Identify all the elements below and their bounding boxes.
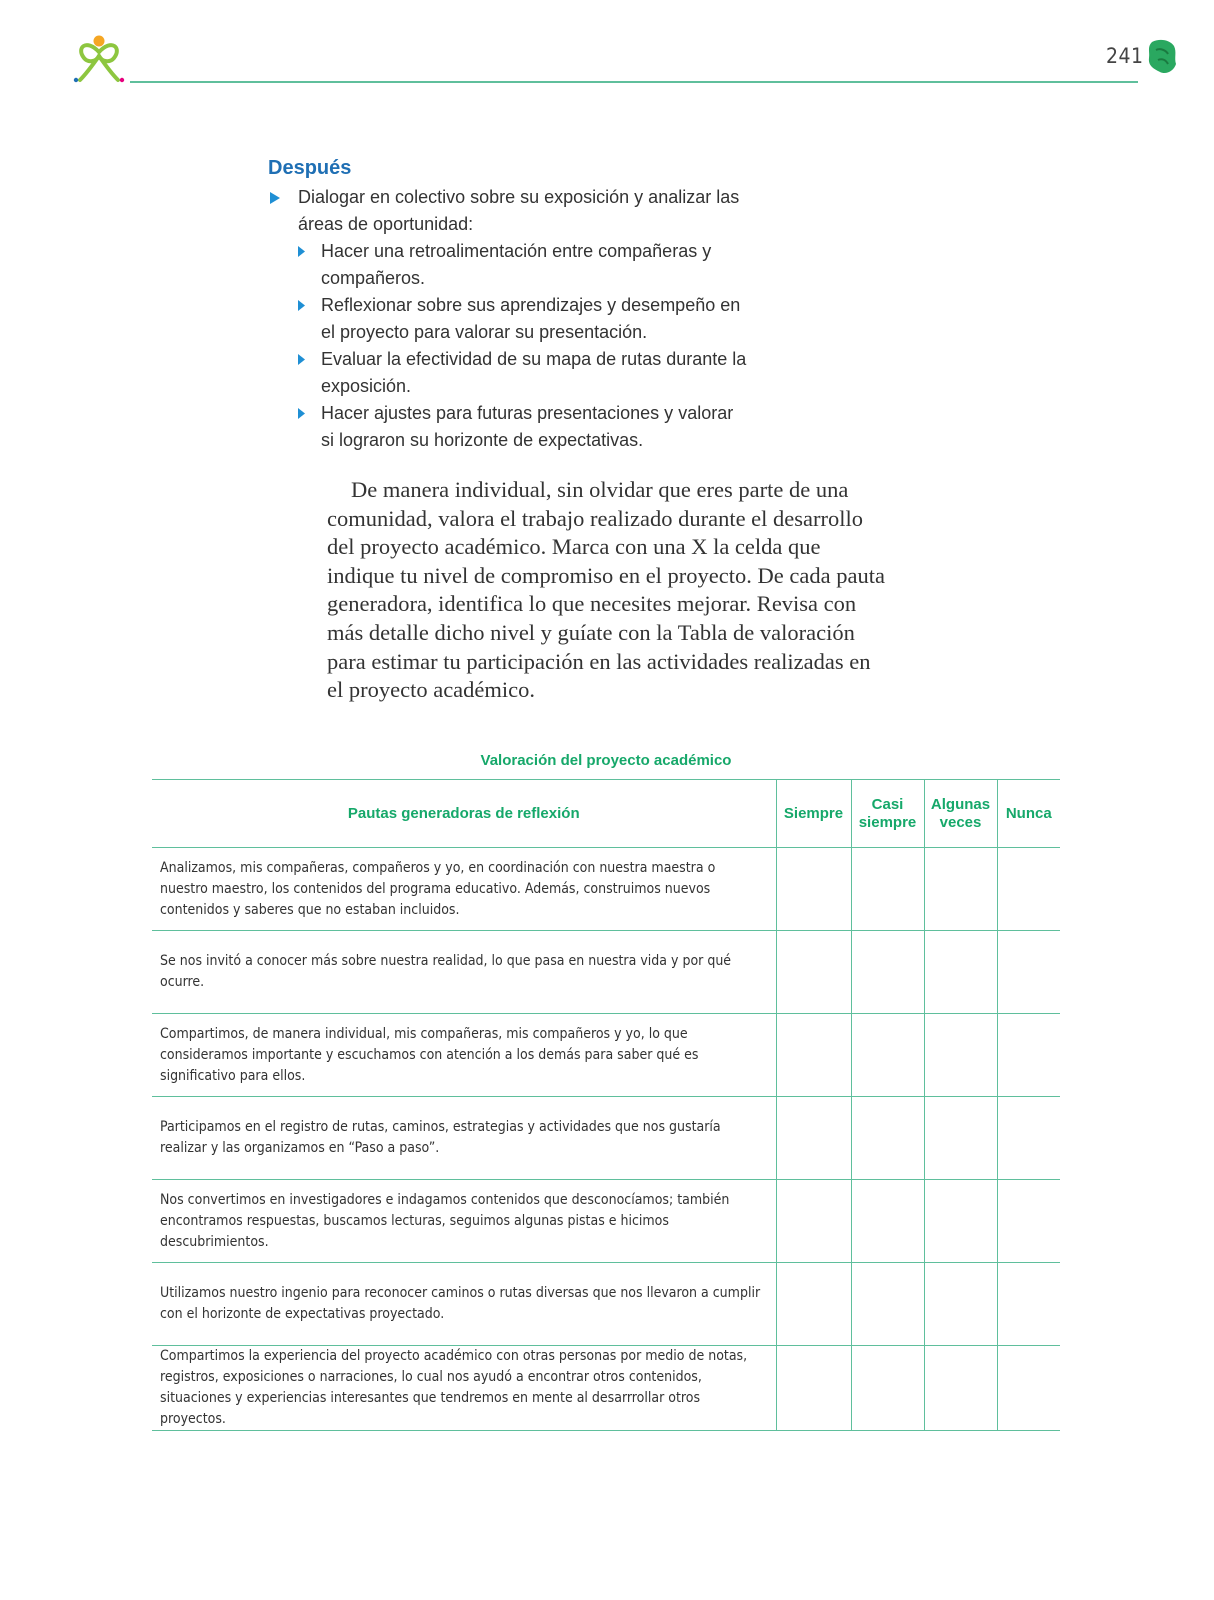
cell-casi-siempre[interactable] xyxy=(851,931,924,1014)
header-casi-siempre: Casi siempre xyxy=(851,780,924,848)
instruction-paragraph: De manera individual, sin olvidar que eres parte de una comunidad, valora el trabajo realizado durante el desarrollo del proyecto académico. Marca con una X la celda que indique tu nivel de compromiso en el proyecto. De cada pauta generadora, identifica lo que necesites mejorar. Revisa con más detalle dicho nivel y guíate con la Tabla de valoración para estimar tu participación en las actividades realizadas en el proyecto académico. xyxy=(327,477,885,703)
list-item xyxy=(268,346,748,400)
table-header-row xyxy=(152,780,1060,848)
cell-casi-siempre[interactable] xyxy=(851,1097,924,1180)
list-item xyxy=(268,292,748,346)
list-item xyxy=(268,238,748,292)
cell-algunas-veces[interactable] xyxy=(924,1180,997,1263)
header-nunca: Nunca xyxy=(997,780,1060,848)
page-number: 241 xyxy=(1106,44,1144,68)
header-pautas: Pautas generadoras de reflexión xyxy=(152,780,776,848)
green-leaf-icon xyxy=(1146,38,1178,76)
cell-siempre[interactable] xyxy=(776,1346,851,1431)
list-item-text: Reflexionar sobre sus aprendizajes y desempeño en el proyecto para valorar su presentación. xyxy=(321,295,741,342)
pauta-cell: Analizamos, mis compañeras, compañeros y yo, en coordinación con nuestra maestra o nuestro maestro, los contenidos del programa educativo. Además, construimos nuevos contenidos y saberes que no estaban incluidos. xyxy=(152,848,776,931)
list-item-text: Hacer ajustes para futuras presentaciones y valorar si lograron su horizonte de expectativas. xyxy=(321,403,734,450)
cell-nunca[interactable] xyxy=(997,1263,1060,1346)
cell-algunas-veces[interactable] xyxy=(924,1014,997,1097)
list-item xyxy=(268,184,748,238)
cell-casi-siempre[interactable] xyxy=(851,1180,924,1263)
cell-algunas-veces[interactable] xyxy=(924,931,997,1014)
cell-siempre[interactable] xyxy=(776,1014,851,1097)
cell-algunas-veces[interactable] xyxy=(924,1346,997,1431)
bullet-triangle-icon xyxy=(298,408,305,419)
list-item-text: Evaluar la efectividad de su mapa de rutas durante la exposición. xyxy=(321,349,747,396)
cell-algunas-veces[interactable] xyxy=(924,848,997,931)
cell-siempre[interactable] xyxy=(776,1097,851,1180)
list-item-text: Dialogar en colectivo sobre su exposición y analizar las áreas de oportunidad: xyxy=(298,187,740,234)
bullet-triangle-icon xyxy=(298,300,305,311)
cell-nunca[interactable] xyxy=(997,1180,1060,1263)
header-algunas-veces: Algunas veces xyxy=(924,780,997,848)
cell-siempre[interactable] xyxy=(776,931,851,1014)
pauta-cell: Compartimos, de manera individual, mis compañeras, mis compañeros y yo, lo que consideramos importante y escuchamos con atención a los demás para saber qué es significativo para ellos. xyxy=(152,1014,776,1097)
cell-casi-siempre[interactable] xyxy=(851,1014,924,1097)
table-row xyxy=(152,1346,1060,1431)
bullet-list xyxy=(268,184,748,454)
bullet-triangle-icon xyxy=(298,246,305,257)
table-row xyxy=(152,1263,1060,1346)
cell-siempre[interactable] xyxy=(776,1180,851,1263)
cell-algunas-veces[interactable] xyxy=(924,1097,997,1180)
bullet-triangle-icon xyxy=(298,354,305,365)
table-row xyxy=(152,931,1060,1014)
cell-nunca[interactable] xyxy=(997,1014,1060,1097)
table-row xyxy=(152,1180,1060,1263)
cell-algunas-veces[interactable] xyxy=(924,1263,997,1346)
table-row xyxy=(152,1097,1060,1180)
cell-casi-siempre[interactable] xyxy=(851,1263,924,1346)
header-siempre: Siempre xyxy=(776,780,851,848)
sub-list xyxy=(268,238,748,454)
table-row xyxy=(152,848,1060,931)
valuation-table xyxy=(152,779,1060,1431)
bullet-triangle-icon xyxy=(270,192,280,204)
list-item xyxy=(268,400,748,454)
pauta-cell: Utilizamos nuestro ingenio para reconocer caminos o rutas diversas que nos llevaron a cumplir con el horizonte de expectativas proyectado. xyxy=(152,1263,776,1346)
pauta-cell: Se nos invitó a conocer más sobre nuestra realidad, lo que pasa en nuestra vida y por qué ocurre. xyxy=(152,931,776,1014)
cell-casi-siempre[interactable] xyxy=(851,848,924,931)
section-title: Después xyxy=(268,157,352,179)
cell-nunca[interactable] xyxy=(997,848,1060,931)
flower-figure-logo-icon xyxy=(72,34,126,86)
cell-casi-siempre[interactable] xyxy=(851,1346,924,1431)
table-title: Valoración del proyecto académico xyxy=(480,752,732,769)
list-item-text: Hacer una retroalimentación entre compañeras y compañeros. xyxy=(321,241,712,288)
pauta-cell: Compartimos la experiencia del proyecto académico con otras personas por medio de notas, registros, exposiciones o narraciones, lo cual nos ayudó a encontrar otros contenidos, situaciones y experiencias interesantes que tendremos en mente al desarrrollar otros proyectos. xyxy=(152,1346,776,1431)
cell-siempre[interactable] xyxy=(776,848,851,931)
cell-siempre[interactable] xyxy=(776,1263,851,1346)
pauta-cell: Nos convertimos en investigadores e indagamos contenidos que desconocíamos; también encontramos respuestas, buscamos lecturas, seguimos algunas pistas e hicimos descubrimientos. xyxy=(152,1180,776,1263)
cell-nunca[interactable] xyxy=(997,1346,1060,1431)
cell-nunca[interactable] xyxy=(997,1097,1060,1180)
pauta-cell: Participamos en el registro de rutas, caminos, estrategias y actividades que nos gustaría realizar y las organizamos en “Paso a paso”. xyxy=(152,1097,776,1180)
table-row xyxy=(152,1014,1060,1097)
cell-nunca[interactable] xyxy=(997,931,1060,1014)
header-rule xyxy=(130,81,1138,83)
